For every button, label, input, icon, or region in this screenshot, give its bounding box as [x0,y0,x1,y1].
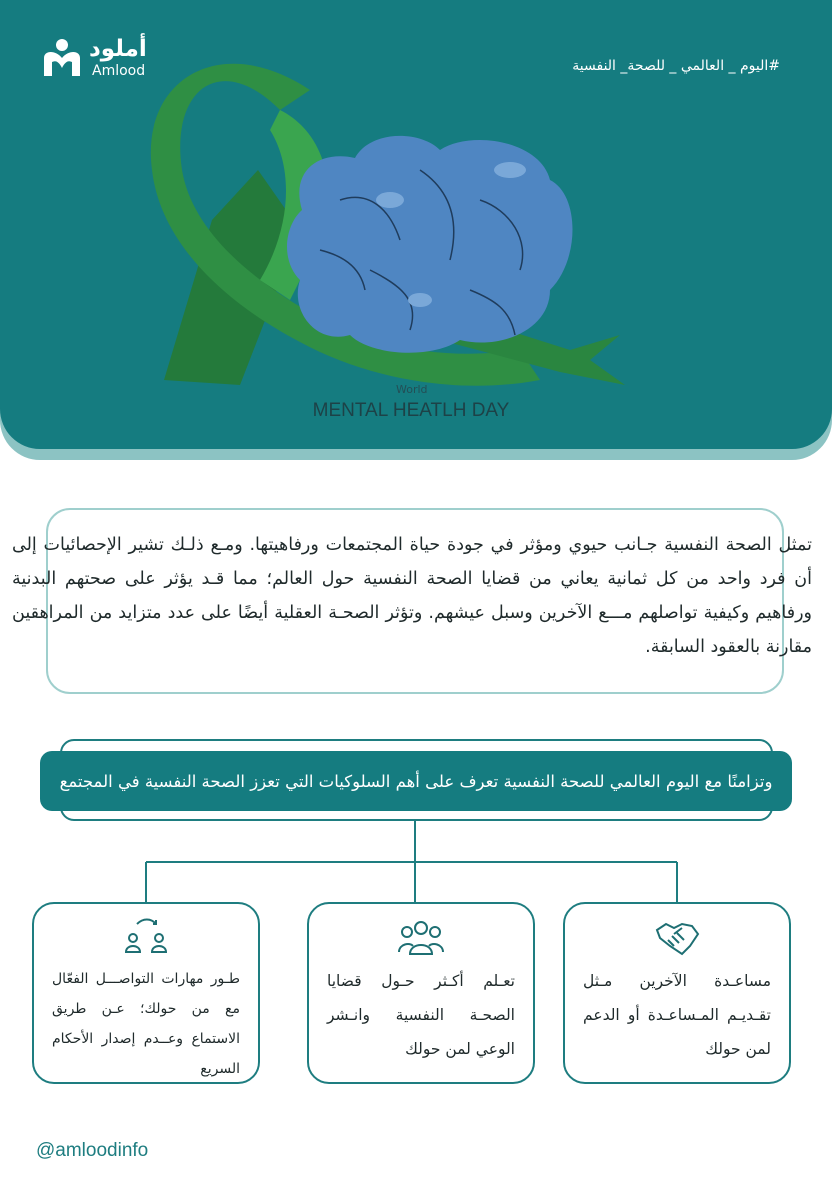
intro-paragraph: تمثل الصحة النفسية جـانب حيوي ومؤثر في جودة حياة المجتمعات ورفاهيتها. ومـع ذلـك تشير الإحصائيات إلى أن فرد واحد من كل ثمانية يعاني من قضايا الصحة النفسية حول العالم؛ مما قـد يؤثر على صحتهم البدنية ورفاهيم وكيفية تواصلهم مـــع الآخرين وسبل عيشهم. وتؤثر الصحـة العقلية أيضًا على عدد متزايد من المراهقين مقارنة بالعقود السابقة. [12,535,812,657]
social-handle[interactable]: @amloodinfo [36,1140,149,1161]
behavior-card-helping [563,902,791,1084]
event-label-small: World [396,383,428,396]
handshake-icon [654,916,700,960]
group-icon [398,916,444,960]
brand-name-english: Amlood [92,63,146,79]
header [0,0,832,449]
card-text: طـور مهارات التواصـــل الفعّال مع من حولك؛ عـن طريق الاستماع وعــدم إصدار الأحكام السريع [52,971,240,1077]
brain-graphic [287,136,572,353]
connector-lines [0,820,832,910]
card-text: مساعـدة الآخرين مـثل تقـديـم المـساعـدة أو الدعم لمن حولك [583,972,771,1058]
intro-box [12,508,812,694]
card-text: تعـلم أكـثر حـول قضايا الصحـة النفسية وانـشر الوعي لمن حولك [327,972,515,1058]
behaviors-banner: وتزامنًا مع اليوم العالمي للصحة النفسية تعرف على أهم السلوكيات التي تعزز الصحة النفسية في المجتمع [40,751,792,811]
hashtag: #اليوم _ العالمي _ للصحة_ النفسية [572,58,780,74]
ribbon-brain-illustration [120,50,640,390]
conversation-cycle-icon [123,916,169,960]
event-title: MENTAL HEATLH DAY [312,400,510,421]
brand-name-arabic: أملود [89,36,147,62]
behavior-card-communication [32,902,260,1084]
behavior-card-awareness [307,902,535,1084]
logo-icon [38,36,86,82]
